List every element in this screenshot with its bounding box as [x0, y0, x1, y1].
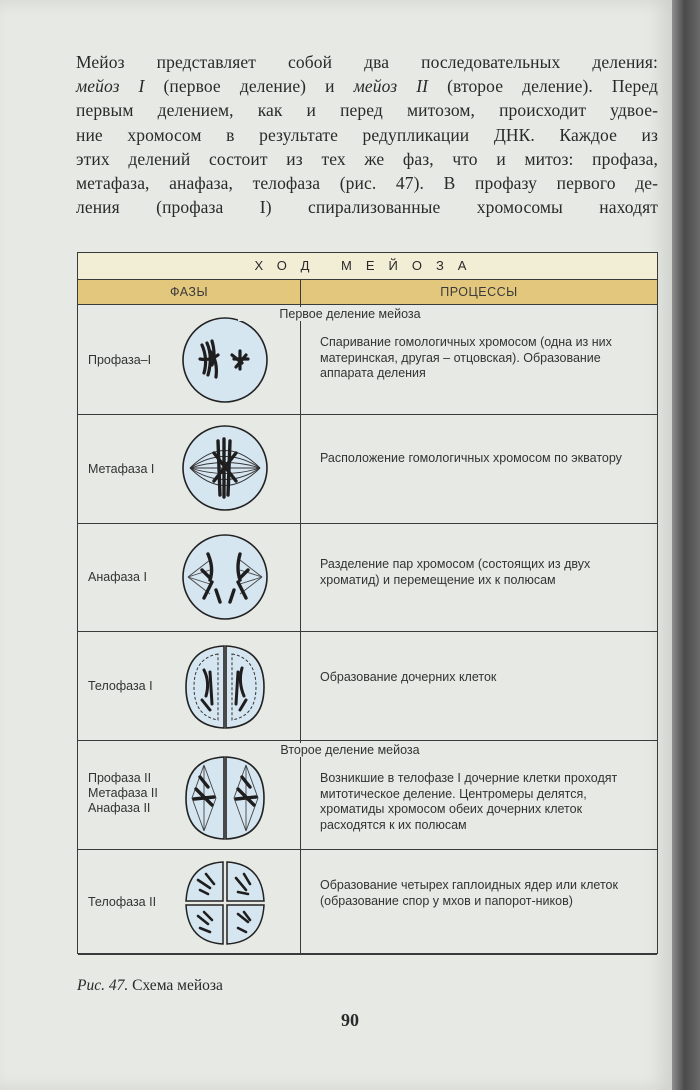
figure-caption-text: Схема мейоза — [128, 977, 223, 994]
table-row — [78, 741, 657, 850]
phase-label: Анафаза II — [88, 801, 151, 815]
phase-label: Профаза–I — [88, 353, 152, 367]
paragraph-line-2-end: (второе деление). Перед — [428, 76, 659, 97]
telophase-2-cell-icon — [180, 858, 270, 953]
section-first-division: Первое деление мейоза — [238, 307, 462, 321]
table-row — [78, 305, 657, 415]
paragraph-line-2-part: (первое деление) и — [144, 76, 354, 97]
intro-paragraph — [76, 50, 658, 219]
table-row — [78, 524, 657, 632]
metaphase-1-cell-icon — [180, 423, 270, 518]
paragraph-line-1: Мейоз представляет собой два последовательных деления: — [76, 52, 658, 72]
phase-label: Метафаза II — [88, 786, 158, 800]
phase-label: Телофаза I — [88, 679, 153, 693]
figure-label: Рис. 47. — [77, 977, 129, 994]
page-number: 90 — [341, 1010, 359, 1030]
section-second-division: Второе деление мейоза — [238, 743, 462, 757]
phase-label: Профаза II — [88, 771, 152, 785]
phase-label-group — [88, 771, 158, 816]
paragraph-line-2 — [76, 74, 658, 98]
term-meiosis-2: мейоз II — [353, 76, 429, 97]
header-phases: ФАЗЫ — [78, 280, 301, 304]
phase-label: Метафаза I — [88, 462, 155, 476]
phase-label: Анафаза I — [88, 570, 147, 584]
meiosis-table — [77, 252, 658, 954]
table-header — [78, 280, 657, 305]
table-row — [78, 632, 657, 741]
process-text: Спаривание гомологичных хромосом (одна из них материнская, другая – отцовская). Образование аппарата деления — [320, 335, 612, 380]
paragraph-line-6: метафаза, анафаза, телофаза (рис. 47). В профазу первого де- — [76, 173, 658, 194]
table-row — [78, 415, 657, 524]
paragraph-line-4: ние хромосом в результате редупликации ДНК. Каждое из — [76, 124, 658, 145]
process-text: Возникшие в телофазе I дочерние клетки проходят митотическое деление. Центромеры делятся, хроматиды хромосом обеих дочерних клеток расходятся к их полюсам — [320, 771, 618, 832]
process-text: Расположение гомологичных хромосом по экватору — [320, 451, 622, 465]
term-meiosis-1: мейоз I — [76, 76, 145, 97]
anaphase-1-cell-icon — [180, 532, 270, 627]
table-body — [78, 305, 657, 955]
process-text: Разделение пар хромосом (состоящих из двух хроматид) и перемещение их к полюсам — [320, 557, 591, 587]
process-text: Образование дочерних клеток — [320, 670, 497, 684]
paragraph-line-5: этих делений состоит из тех же фаз, что и митоз: профаза, — [76, 148, 658, 169]
telophase-1-cell-icon — [180, 642, 270, 737]
table-row — [78, 850, 657, 955]
table-title: ХОД МЕЙОЗА — [78, 253, 657, 280]
process-text: Образование четырех гаплоидных ядер или клеток (образование спор у мхов и папорот-ников) — [320, 878, 618, 908]
paragraph-line-7: ления (профаза I) спирализованные хромосомы находят — [76, 197, 658, 218]
header-processes: ПРОЦЕССЫ — [440, 285, 518, 299]
phase-2-cell-icon — [180, 753, 270, 848]
phase-label: Телофаза II — [88, 895, 157, 909]
paragraph-line-3: первым делением, как и перед митозом, происходит удвое- — [76, 100, 658, 121]
prophase-1-cell-icon — [180, 315, 270, 410]
book-binding-edge — [672, 0, 700, 1090]
figure-caption — [77, 977, 223, 995]
